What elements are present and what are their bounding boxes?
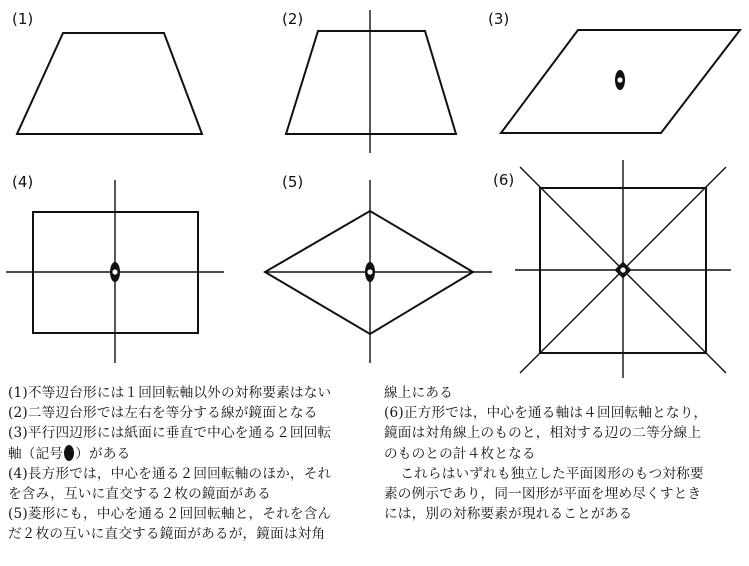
panel-4 <box>6 173 224 363</box>
caption-left-column <box>8 383 380 545</box>
caption-line: だ２枚の互いに直交する鏡面があるが，鏡面は対角 <box>8 526 326 543</box>
caption-line: (5)菱形にも，中心を通る２回回転軸と，それを含ん <box>8 506 332 523</box>
panel-5 <box>265 173 492 363</box>
caption-fragment: ）がある <box>75 445 131 462</box>
panel-3 <box>488 10 740 133</box>
twofold-axis-icon <box>110 262 120 282</box>
caption-line: 線上にある <box>384 385 453 401</box>
scalene-trapezoid <box>17 33 202 134</box>
panel-4-label: (4) <box>12 173 34 191</box>
caption-line: (6)正方形では，中心を通る軸は４回回転軸となり， <box>384 405 708 422</box>
isosceles-trapezoid <box>286 31 456 134</box>
panel-2 <box>282 10 456 153</box>
twofold-axis-icon <box>615 70 625 90</box>
panel-1 <box>12 10 202 134</box>
panel-6-label: (6) <box>493 171 515 189</box>
caption-line: これらはいずれも独立した平面図形のもつ対称要 <box>400 465 704 482</box>
panel-1-label: (1) <box>12 10 34 28</box>
panel-2-label: (2) <box>282 10 304 28</box>
caption-line: (2)二等辺台形では左右を等分する線が鏡面となる <box>8 405 318 422</box>
panel-6 <box>493 160 731 378</box>
caption-line: (4)長方形では，中心を通る２回回転軸のほか，それ <box>8 465 332 482</box>
caption-line: 素の例示であり，同一図形が平面を埋め尽くすとき <box>384 485 702 502</box>
panel-3-label: (3) <box>488 10 510 28</box>
twofold-axis-icon <box>365 262 375 282</box>
caption-line: を含み，互いに直交する２枚の鏡面がある <box>8 485 271 502</box>
caption-line: (3)平行四辺形には紙面に垂直で中心を通る２回回転 <box>8 425 332 442</box>
caption-line: のものとの計４枚となる <box>384 445 536 462</box>
caption-fragment: 軸（記号 <box>8 445 64 462</box>
twofold-axis-symbol-icon <box>64 445 74 461</box>
caption-line: (1)不等辺台形には１回回転軸以外の対称要素はない <box>8 385 332 401</box>
caption-line-with-symbol <box>8 444 380 464</box>
panel-5-label: (5) <box>282 173 304 191</box>
caption-right-column <box>384 383 744 524</box>
caption-line: 鏡面は対角線上のものと，相対する辺の二等分線上 <box>384 425 702 442</box>
caption-line: には，別の対称要素が現れることがある <box>384 506 633 523</box>
